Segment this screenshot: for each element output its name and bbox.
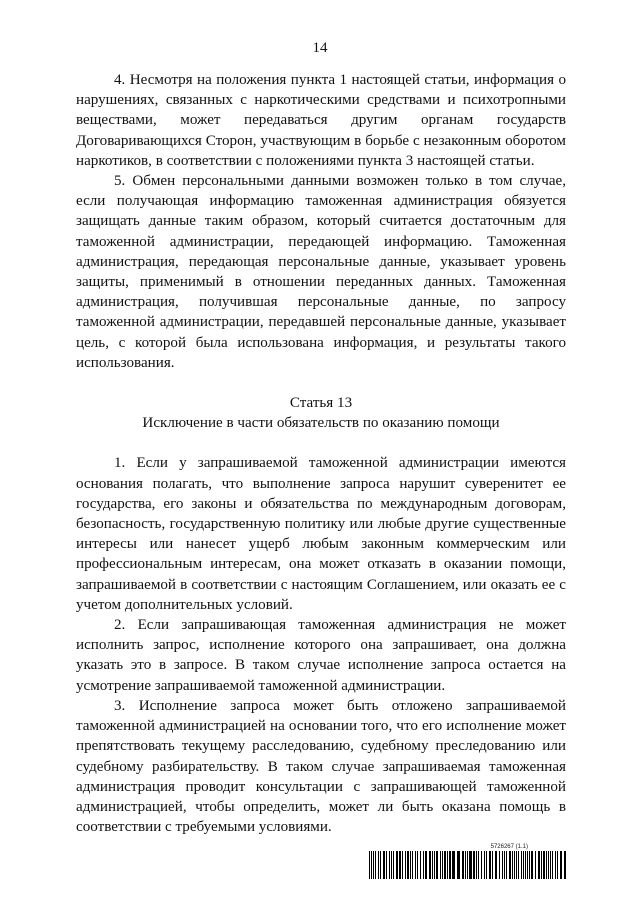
paragraph-4: 4. Несмотря на положения пункта 1 настоящей статьи, информация о нарушениях, связанных с наркотическими средствами и психотропными веществами, может передаваться другим органам государств Договаривающихся Сторон, участвующим в борьбе с незаконным оборотом наркотиков, в соответствии с положениями пункта 3 настоящей статьи. [76, 72, 566, 169]
barcode-image [369, 851, 566, 879]
barcode-block [369, 844, 566, 879]
article-number: Статья 13 [289, 395, 353, 412]
article-paragraph-3: 3. Исполнение запроса может быть отложено запрашиваемой таможенной администрацией на основании того, что его исполнение может препятствовать текущему расследованию, судебному преследованию или судебному разбирательству. В таком случае запрашиваемая таможенная администрация проводит консультации с запрашивающей таможенной администрацией, чтобы определить, может ли быть оказана помощь в соответствии с требуемыми условиями. [76, 697, 566, 836]
barcode-code: 5726267 (1.1) [490, 844, 528, 850]
article-paragraph-1: 1. Если у запрашиваемой таможенной администрации имеются основания полагать, что выполнение запроса нарушит суверенитет ее государства, его законы и обязательства по международным договорам, безопасность, государственную политику или любые другие существенные интересы или нанесет ущерб любым законным коммерческим или профессиональным интересам, она может отказать в оказании помощи, запрашиваемой в соответствии с настоящим Соглашением, или оказать ее с учетом дополнительных условий. [76, 455, 566, 613]
article-paragraph-2: 2. Если запрашивающая таможенная администрация не может исполнить запрос, исполнение которого она запрашивает, она должна указать это в запросе. В таком случае исполнение запроса остается на усмотрение запрашиваемой таможенной администрации. [76, 617, 566, 694]
page-number: 14 [312, 40, 328, 56]
paragraph-5: 5. Обмен персональными данными возможен только в том случае, если получающая информацию таможенная администрация обязуется защищать данные таким образом, который считается достаточным для таможенной администрации, передающей информацию. Таможенная администрация, передающая персональные данные, указывает уровень защиты, применимый в отношении переданных данных. Таможенная администрация, получившая персональные данные, по запросу таможенной администрации, передавшей персональные данные, указывает цель, с которой была использована информация, и результаты такого использования. [76, 173, 566, 371]
article-title: Исключение в части обязательств по оказанию помощи [142, 415, 500, 432]
document-body [76, 70, 566, 837]
